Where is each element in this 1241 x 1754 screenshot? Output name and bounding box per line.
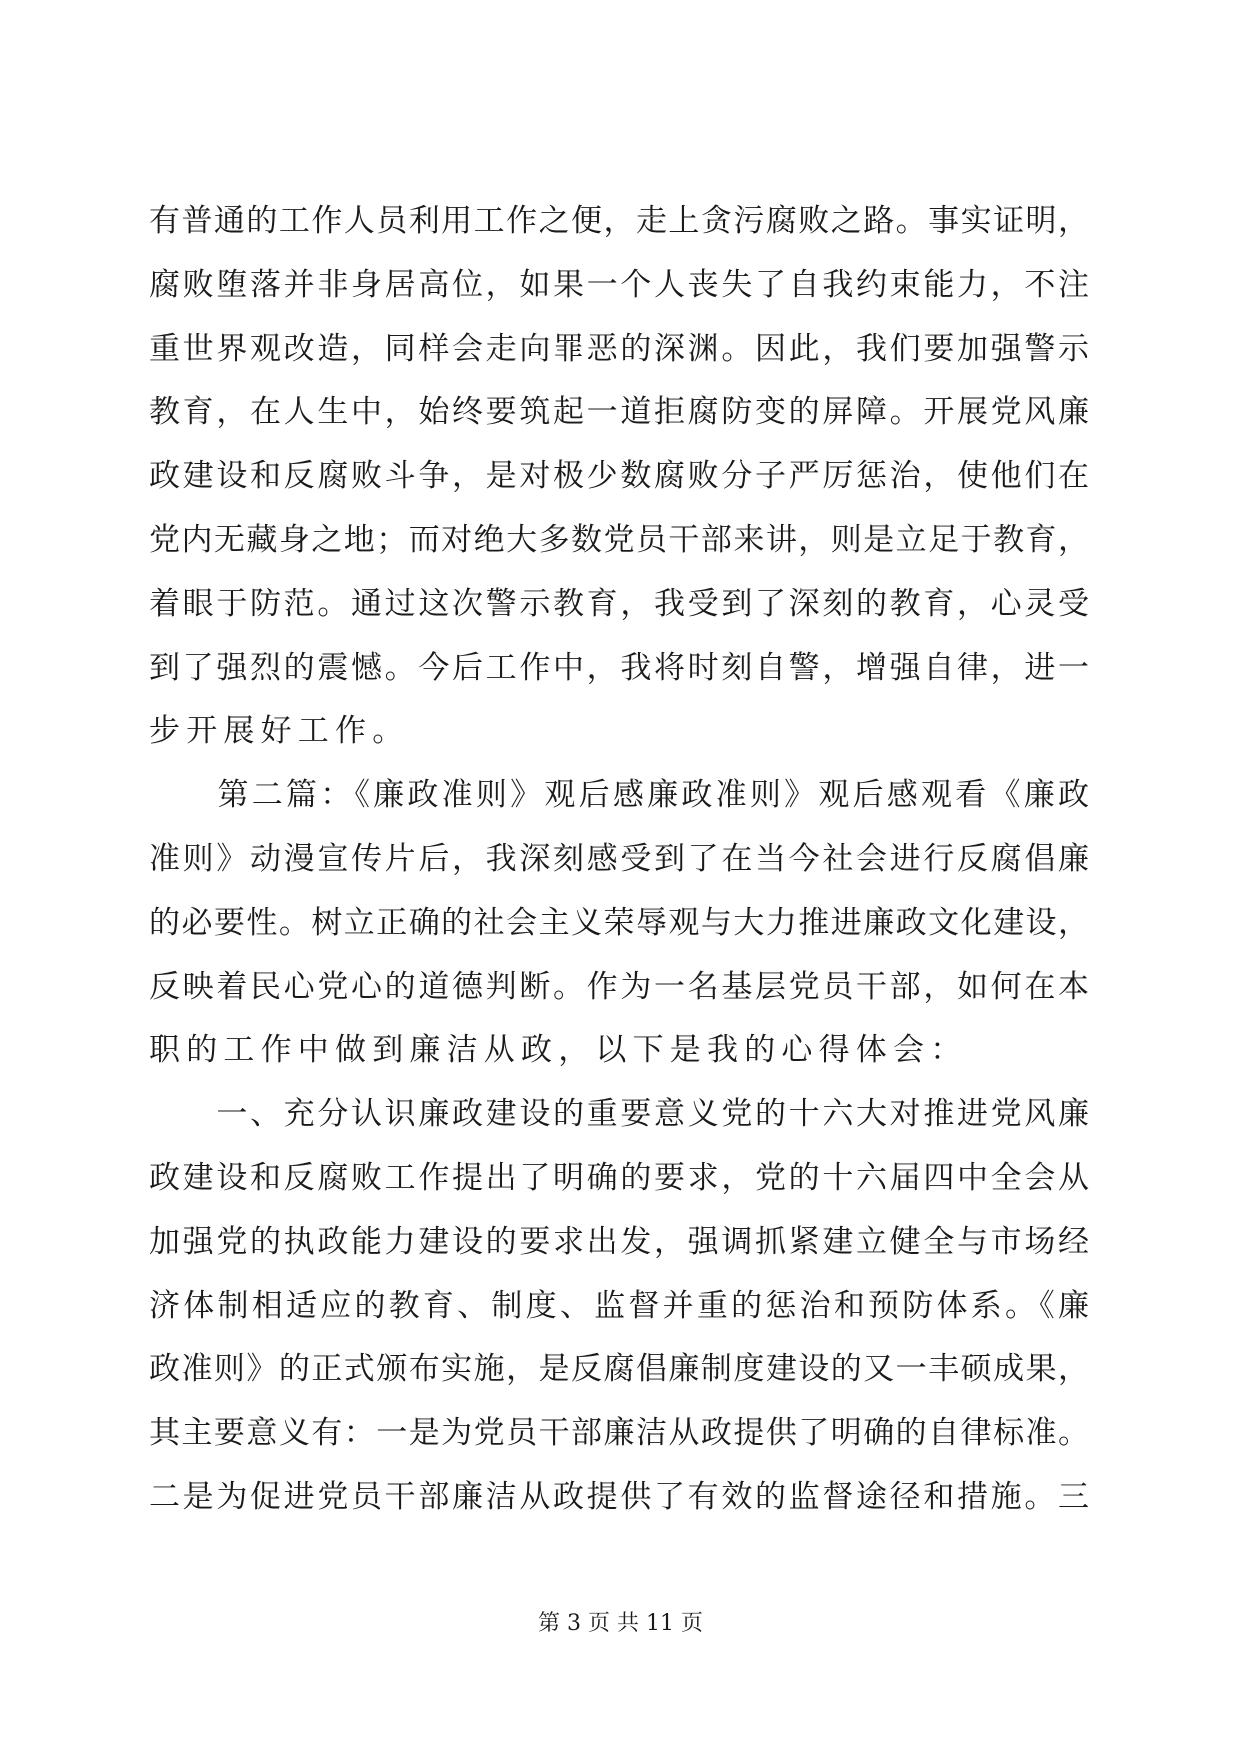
text-line: 到了强烈的震憾。今后工作中，我将时刻自警，增强自律，进一 xyxy=(149,649,1089,686)
page-number-footer: 第 3 页 共 11 页 xyxy=(538,1611,703,1636)
text-line: 加强党的执政能力建设的要求出发，强调抓紧建立健全与市场经 xyxy=(149,1223,1089,1260)
text-line: 重世界观改造，同样会走向罪恶的深渊。因此，我们要加强警示 xyxy=(149,330,1089,367)
body-text xyxy=(149,190,1089,1530)
text-line: 党内无藏身之地；而对绝大多数党员干部来讲，则是立足于教育， xyxy=(149,521,1089,558)
text-line: 其主要意义有：一是为党员干部廉洁从政提供了明确的自律标准。 xyxy=(149,1415,1089,1452)
text-line: 一、充分认识廉政建设的重要意义党的十六大对推进党风廉 xyxy=(149,1096,1089,1133)
text-line: 有普通的工作人员利用工作之便，走上贪污腐败之路。事实证明， xyxy=(149,203,1089,239)
text-line: 政建设和反腐败工作提出了明确的要求，党的十六届四中全会从 xyxy=(149,1159,1089,1196)
text-line: 腐败堕落并非身居高位，如果一个人丧失了自我约束能力，不注 xyxy=(149,266,1089,303)
text-line: 第二篇：《廉政准则》观后感廉政准则》观后感观看《廉政 xyxy=(149,777,1089,814)
text-line: 准则》动漫宣传片后，我深刻感受到了在当今社会进行反腐倡廉 xyxy=(149,840,1089,877)
text-line: 二是为促进党员干部廉洁从政提供了有效的监督途径和措施。三 xyxy=(149,1478,1089,1515)
text-line: 反映着民心党心的道德判断。作为一名基层党员干部，如何在本 xyxy=(149,968,1089,1005)
text-line: 济体制相适应的教育、制度、监督并重的惩治和预防体系。《廉 xyxy=(149,1287,1089,1324)
text-line: 着眼于防范。通过这次警示教育，我受到了深刻的教育，心灵受 xyxy=(149,585,1089,622)
text-line: 教育，在人生中，始终要筑起一道拒腐防变的屏障。开展党风廉 xyxy=(149,394,1089,431)
text-line: 政建设和反腐败斗争，是对极少数腐败分子严厉惩治，使他们在 xyxy=(149,458,1089,495)
text-line: 步开展好工作。 xyxy=(149,713,410,750)
text-line: 的必要性。树立正确的社会主义荣辱观与大力推进廉政文化建设， xyxy=(149,904,1089,941)
text-line: 政准则》的正式颁布实施，是反腐倡廉制度建设的又一丰硕成果， xyxy=(149,1351,1089,1388)
text-line: 职的工作中做到廉洁从政，以下是我的心得体会： xyxy=(149,1032,968,1069)
